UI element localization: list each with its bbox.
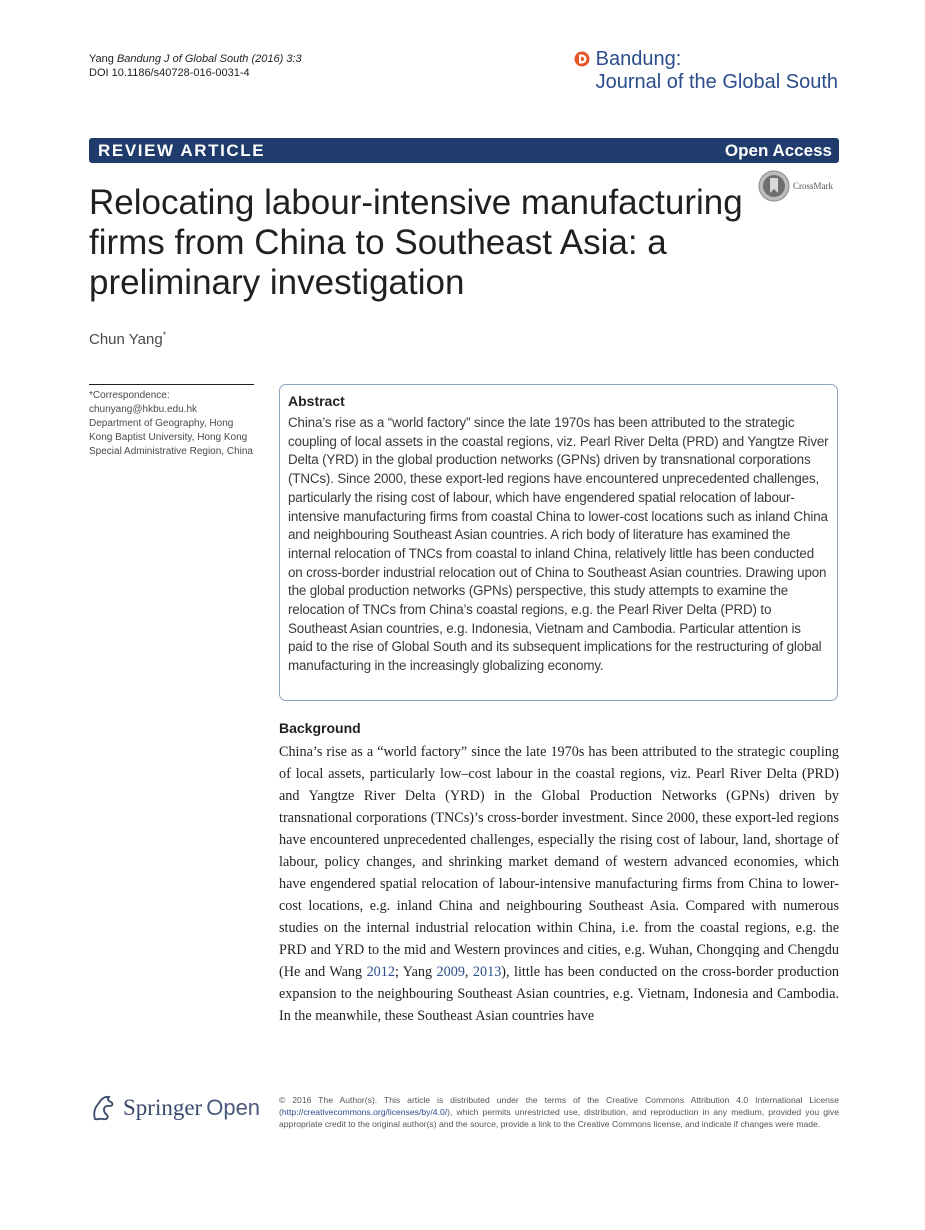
crossmark-label: CrossMark [793,181,833,191]
reference-link[interactable]: 2013 [472,964,502,980]
background-heading: Background [279,720,361,736]
article-title: Relocating labour-intensive manufacturing ﬁrms from China to Southeast Asia: a preliminary investigation [89,183,743,302]
journal-name-line1: Bandung: [595,48,682,70]
license-text-part: ), which permits unrestricted use, distribution, and reproduction in any medium, provided you give appropriate credit to the original author(s) and the source, provide a link to the Creative Commons license, and indicate if changes were made. [279,1107,839,1129]
abstract-text: China’s rise as a “world factory” since the late 1970s has been attributed to the strategic coupling of local assets in the coastal regions, viz. Pearl River Delta (PRD) and Yangtze River Delta (YRD) in the global production networks (GPNs) driven by transnational corporations (TNCs). Since 2000, these export-led regions have encountered unprecedented challenges, particularly the rising cost of labour, which have engendered spatial relocation of labour-intensive manufacturing firms from coastal China to lower-cost locations such as inland China and neighbouring Southeast Asian countries. A rich body of literature has examined the internal relocation of TNCs from coastal to inland China, relatively little has been conducted on cross-border industrial relocation out of China to Southeast Asian countries. Drawing upon the global production networks (GPNs) perspective, this study attempts to examine the relocation of TNCs from China’s coastal regions, e.g. the Pearl River Delta (PRD) to Southeast Asian countries, e.g. Indonesia, Vietnam and Cambodia. Particular attention is paid to the rise of Global South and its subsequent implications for the restructuring of global manufacturing in the increasingly globalizing economy. [288,415,829,674]
citation-year-issue: (2016) 3:3 [251,53,302,65]
journal-logo [574,48,838,94]
background-text: China’s rise as a “world factory” since the late 1970s has been attributed to the strategic coupling of local assets, particularly low–cost labour in the coastal regions, viz. Pearl River Delta (PRD) and Yangtze River Delta (YRD) in the Global Production Networks (GPNs) driven by transnational corporations (TNCs)’s cross-border investment. Since 2000, these export-led regions have encountered unprecedented challenges, especially the rising cost of labour, land, shortage of labour, policy changes, and shrinking market demand of western advanced economies, which have engendered spatial relocation of labour-intensive manufacturing firms from China to lower-cost locations, e.g. inland China and neighbouring Southeast Asia. Compared with numerous studies on the internal industrial relocation within China, i.e. from the coastal regions, e.g. the PRD and YRD to the mid and Western provinces and cities, e.g. Wuhan, Chongqing and Chengdu (He and Wang [279,744,839,980]
abstract-box [279,384,838,701]
citation-journal: Bandung J of Global South [116,53,249,65]
author-mark: * [162,330,167,340]
license-text [279,1094,839,1130]
abstract-heading: Abstract [288,393,345,409]
author [89,330,166,348]
reference-link[interactable]: 2012 [366,964,395,980]
journal-name-line2: Journal of the Global South [595,71,838,93]
license-link[interactable]: http://creativecommons.org/licenses/by/4.0/ [281,1107,448,1117]
article-type: REVIEW ARTICLE [98,141,266,160]
background-text: ; Yang [394,964,437,980]
author-name[interactable]: Chun Yang [89,331,163,348]
publisher-suffix: Open [206,1095,261,1120]
correspondence-email[interactable]: chunyang@hkbu.edu.hk [89,404,198,415]
doi: DOI 10.1186/s40728-016-0031-4 [89,67,250,79]
correspondence-label: *Correspondence: [89,390,170,401]
background-body [279,741,839,1027]
open-access-label: Open Access [724,141,832,160]
correspondence-affiliation: Department of Geography, Hong Kong Baptist University, Hong Kong Special Administrative Region, China [89,418,253,457]
reference-link[interactable]: 2009 [436,964,465,980]
article-type-banner [89,138,839,163]
springer-open-logo [89,1093,260,1123]
correspondence-block [89,384,254,459]
citation-block [89,52,302,80]
journal-logo-icon [574,51,590,67]
citation-author: Yang [89,53,114,65]
license-text-part: © 2016 The Author(s). This article is distributed under the terms of the Creative Commons Attribution 4.0 International License ( [279,1095,839,1117]
springer-horse-icon [89,1093,117,1123]
publisher-name: Springer [123,1095,203,1120]
background-text: , [464,964,473,980]
background-text: ), little has been conducted on the cross-border production expansion to the neighbouring Southeast Asian countries, e.g. Vietnam, Indonesia and Cambodia. In the meanwhile, these Southeast Asian countries have [279,964,840,1024]
